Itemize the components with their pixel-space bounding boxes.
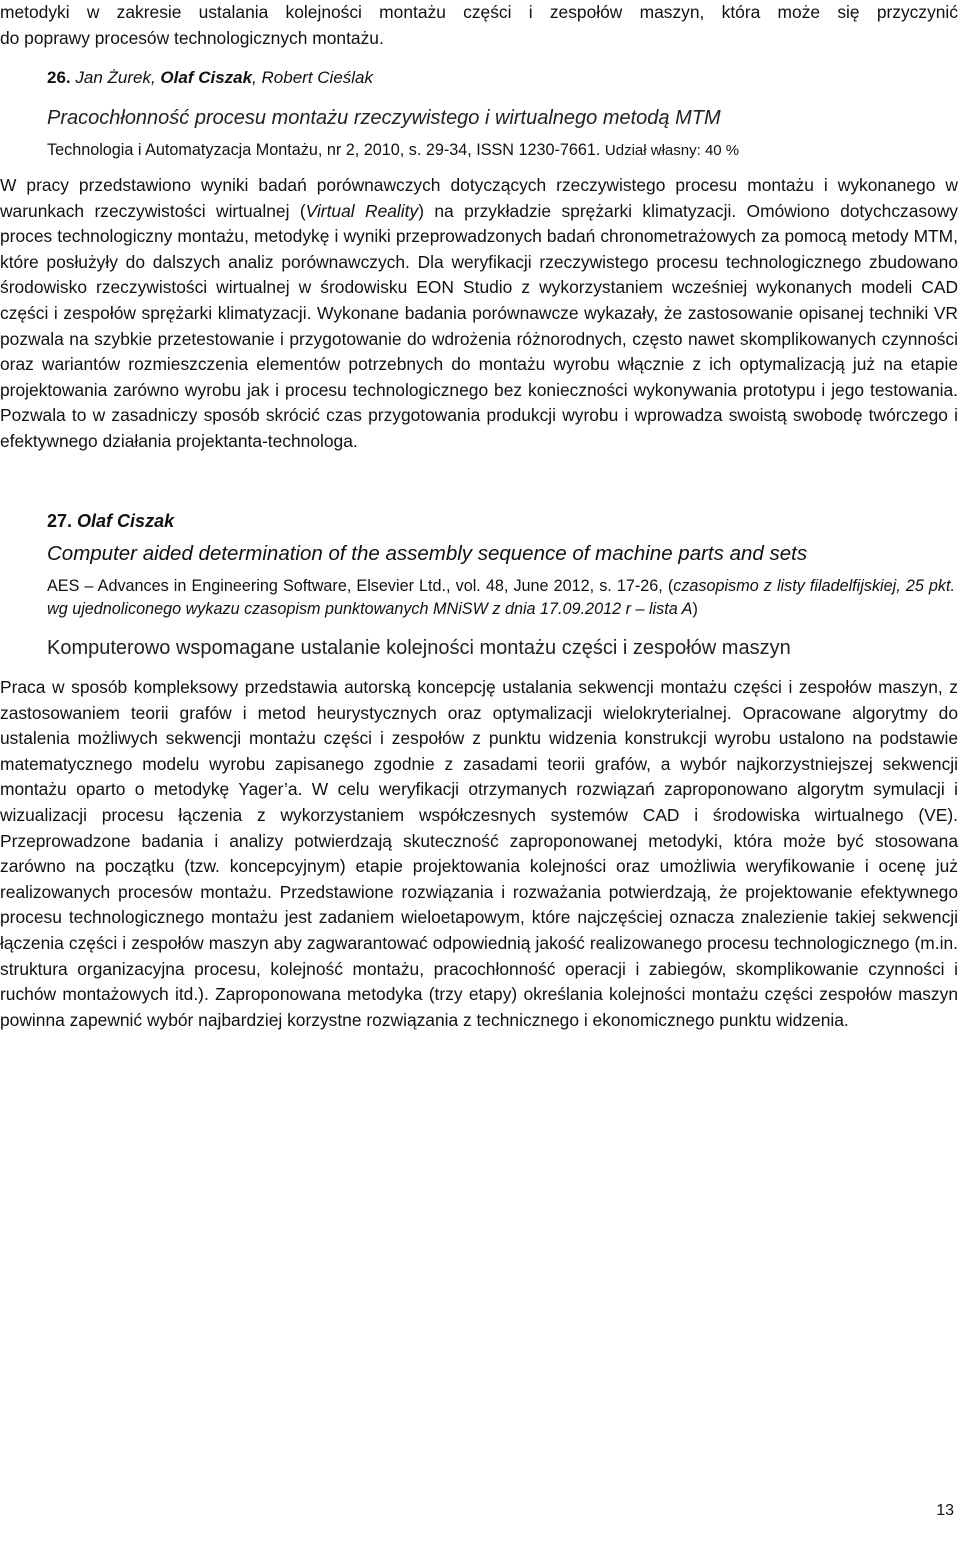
entry-26-author-2: Olaf Ciszak	[160, 68, 253, 87]
page-number: 13	[936, 1502, 954, 1519]
entry-27-author: Olaf Ciszak	[77, 511, 175, 531]
entry-26-citation-line	[47, 137, 957, 164]
entry-27-citation	[47, 575, 955, 621]
entry-26-title: Pracochłonność procesu montażu rzeczywistego i wirtualnego metodą MTM	[47, 107, 721, 129]
entry-27-number: 27.	[47, 511, 73, 531]
entry-26-authors	[47, 65, 947, 91]
carryover-paragraph	[0, 0, 958, 51]
entry-27-authors	[47, 508, 947, 534]
entry-26-citation: Technologia i Automatyzacja Montażu, nr 2, 2010, s. 29-34, ISSN 1230-7661.	[47, 141, 601, 159]
entry-27-title: Computer aided determination of the assembly sequence of machine parts and sets	[47, 542, 808, 565]
entry-27-abstract: Praca w sposób kompleksowy przedstawia autorską koncepcję ustalania sekwencji montażu części i zespołów maszyn, z zastosowaniem teorii grafów i metod heurystycznych oraz optymalizacji wielokryterialnej. Opracowane algorytmy do ustalenia możliwych sekwencji montażu części i zespołów z punktu widzenia konstrukcji wyrobu ustalono na podstawie matematycznego modelu wyrobu zapisanego zgodnie z zasadami teorii grafów, a wybór najkorzystniejszej sekwencji montażu oparto o metodykę Yager’a. W celu weryfikacji otrzymanych rozwiązań zaproponowano algorytm symulacji i wizualizacji procesu łączenia z wykorzystaniem współczesnych systemów CAD i środowiska wirtualnego (VE). Przeprowadzone badania i analizy potwierdzają skuteczność zaproponowanej metodyki, która może być stosowana zarówno na początku (tzw. koncepcyjnym) etapie projektowania kolejności oraz umożliwia weryfikowanie i ocenę już realizowanych procesów montażu. Przedstawione rozwiązania i rozważania potwierdzają, że projektowanie efektywnego procesu technologicznego montażu jest zadaniem wieloetapowym, które najczęściej oznacza znalezienie takiej sekwencji łączenia części i zespołów maszyn aby zagwarantować odpowiednią jakość realizowanego procesu technologicznego (m.in. struktura organizacyjna procesu, kolejność montażu, pracochłonność operacji i zabiegów, skomplikowanie czynności i ruchów montażowych itd.). Zaproponowana metodyka (trzy etapy) określania kolejności montażu części zespołów maszyn powinna zapewnić wybór najbardziej korzystne rozwiązania z technicznego i ekonomicznego punktu widzenia.	[0, 677, 958, 1030]
entry-27-citation-italic: czasopismo z listy filadelfijskiej, 25 pkt. wg ujednoliconego wykazu czasopism punktowanych MNiSW z dnia 17.09.2012 r – lista A	[47, 577, 955, 618]
entry-27-citation-end: )	[692, 600, 698, 618]
entry-27-polish-title: Komputerowo wspomagane ustalanie kolejności montażu części i zespołów maszyn	[47, 637, 791, 659]
entry-26-number: 26.	[47, 68, 71, 87]
entry-26-share: Udział własny: 40 %	[604, 142, 740, 159]
entry-26-abstract-part-2: ) na przykładzie sprężarki klimatyzacji. Omówiono dotychczasowy proces technologiczny montażu, metodykę i wyniki przeprowadzonych badań chronometrażowych za pomocą metody MTM, które posłużyły do dalszych analiz porównawczych. Dla weryfikacji rzeczywistego procesu technologicznego zbudowano środowisko rzeczywistości wirtualnej w środowisku EON Studio z wykorzystaniem wcześniej wykonanych modeli CAD części i zespołów sprężarki klimatyzacji. Wykonane badania porównawcze wykazały, że zastosowanie opisanej techniki VR pozwala na szybkie przetestowanie i przygotowanie do wdrożenia różnorodnych, często nawet skomplikowanych czynności oraz wariantów rozmieszczenia elementów potrzebnych do montażu wyrobu włącznie z ich optymalizacją już na etapie projektowania zarówno wyrobu jak i procesu technologicznego bez konieczności wykonywania prototypu i jego testowania. Pozwala to w zasadniczy sposób skrócić czas przygotowania produkcji wyrobu i wprowadza swoistą swobodę twórczego i efektywnego działania projektanta-technologa.	[0, 200, 958, 451]
carryover-line-2: do poprawy procesów technologicznych montażu.	[0, 27, 384, 48]
entry-27-citation-plain: AES – Advances in Engineering Software, Elsevier Ltd., vol. 48, June 2012, s. 17-26, (	[47, 577, 674, 595]
entry-26-header	[47, 65, 947, 91]
entry-26-abstract-part-1: W pracy przedstawiono wyniki badań porównawczych dotyczących rzeczywistego procesu montażu i wykonanego w warunkach rzeczywistości wirtualnej (	[0, 175, 958, 221]
virtual-reality-term: Virtual Reality	[305, 200, 419, 221]
entry-26-abstract	[0, 173, 958, 455]
carryover-line-1: metodyki w zakresie ustalania kolejności montażu części i zespołów maszyn, która może się przyczynić	[0, 2, 958, 22]
entry-26-author-3: , Robert Cieślak	[252, 68, 374, 87]
entry-26-author-1: Jan Żurek,	[75, 68, 156, 87]
